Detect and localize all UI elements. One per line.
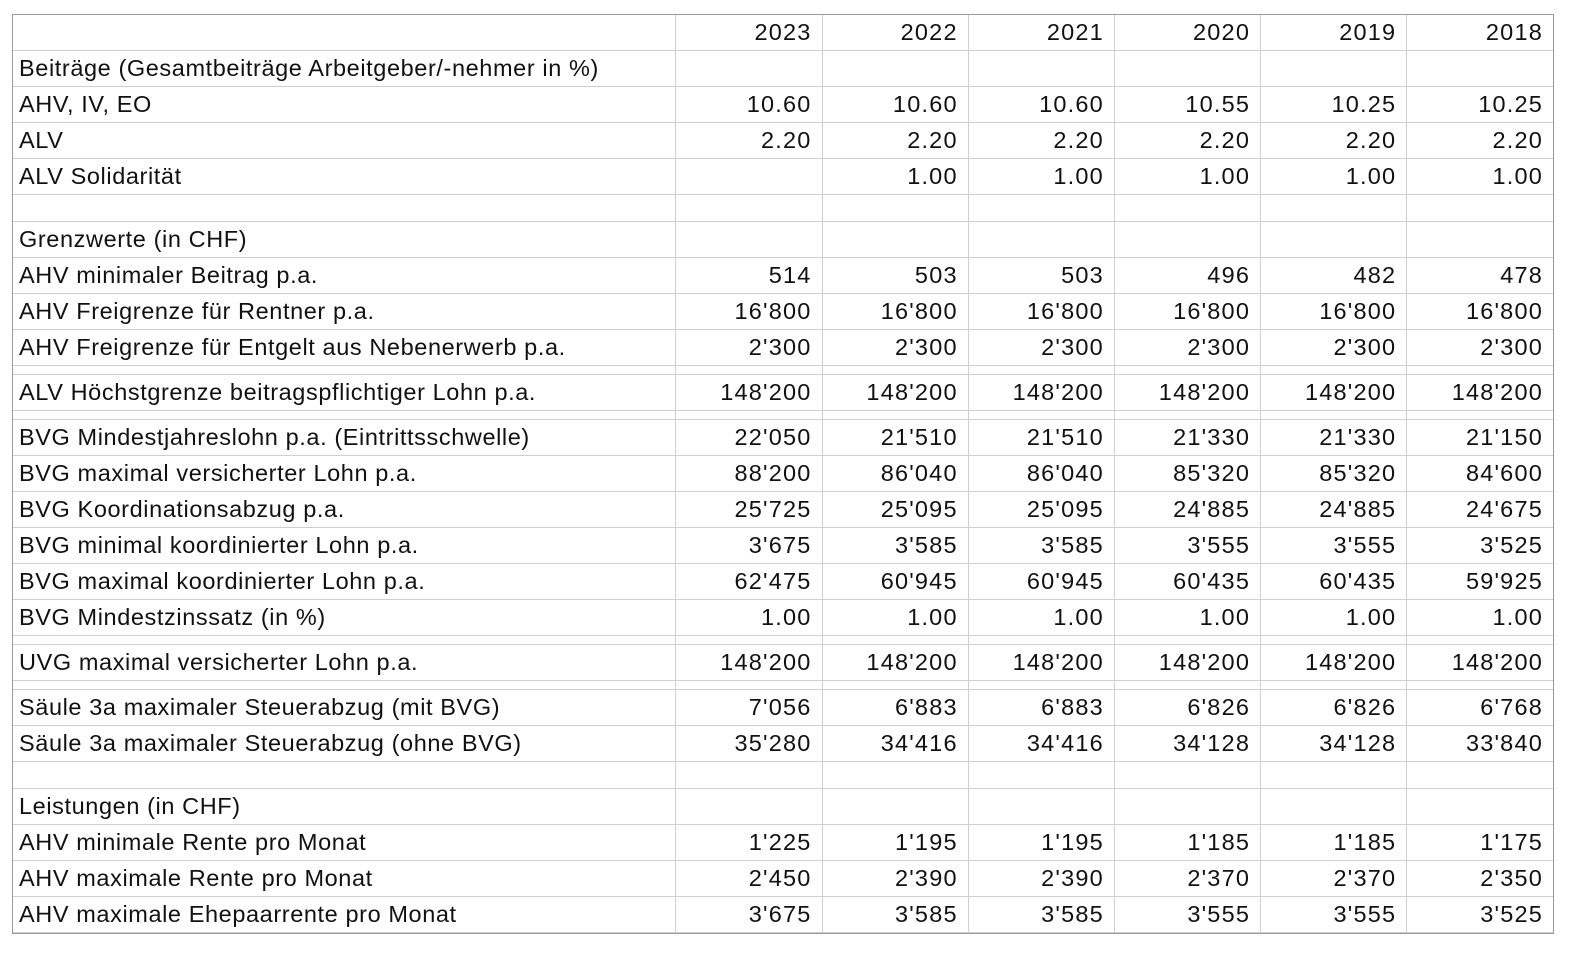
social-insurance-table (13, 15, 1553, 933)
value-cell[interactable]: 16'800 (1114, 294, 1260, 330)
value-cell[interactable]: 60'945 (968, 564, 1114, 600)
spacer-row (13, 366, 1553, 375)
value-cell[interactable]: 24'675 (1407, 492, 1553, 528)
value-cell[interactable]: 3'585 (822, 528, 968, 564)
empty-cell[interactable] (1261, 51, 1407, 87)
empty-cell[interactable] (1407, 411, 1553, 420)
empty-cell[interactable] (676, 762, 822, 789)
value-cell[interactable]: 1.00 (1114, 159, 1260, 195)
table-row (13, 690, 1553, 726)
value-cell[interactable]: 60'435 (1114, 564, 1260, 600)
value-cell[interactable]: 84'600 (1407, 456, 1553, 492)
empty-cell[interactable] (822, 222, 968, 258)
value-cell[interactable]: 25'095 (968, 492, 1114, 528)
value-cell[interactable]: 34'128 (1261, 726, 1407, 762)
value-cell[interactable]: 33'840 (1407, 726, 1553, 762)
empty-cell[interactable] (968, 222, 1114, 258)
empty-cell[interactable] (822, 762, 968, 789)
value-cell[interactable]: 10.55 (1114, 87, 1260, 123)
empty-cell[interactable] (1261, 789, 1407, 825)
value-cell[interactable]: 16'800 (968, 294, 1114, 330)
row-label-cell[interactable]: AHV maximale Ehepaarrente pro Monat (13, 897, 676, 933)
empty-cell[interactable] (1261, 762, 1407, 789)
value-cell[interactable]: 3'525 (1407, 897, 1553, 933)
value-cell[interactable]: 1'185 (1114, 825, 1260, 861)
value-cell[interactable]: 2.20 (1114, 123, 1260, 159)
empty-cell[interactable] (1261, 195, 1407, 222)
value-cell[interactable]: 10.25 (1261, 87, 1407, 123)
value-cell[interactable]: 21'330 (1114, 420, 1260, 456)
value-cell[interactable]: 34'416 (822, 726, 968, 762)
table-row (13, 825, 1553, 861)
value-cell[interactable]: 10.60 (676, 87, 822, 123)
empty-cell[interactable] (822, 636, 968, 645)
empty-cell[interactable] (1114, 222, 1260, 258)
value-cell[interactable]: 148'200 (1114, 645, 1260, 681)
value-cell[interactable]: 482 (1261, 258, 1407, 294)
value-cell[interactable]: 34'128 (1114, 726, 1260, 762)
empty-cell[interactable] (968, 51, 1114, 87)
spacer-row (13, 636, 1553, 645)
value-cell[interactable]: 3'525 (1407, 528, 1553, 564)
empty-cell[interactable] (1114, 366, 1260, 375)
value-cell[interactable]: 88'200 (676, 456, 822, 492)
value-cell[interactable]: 478 (1407, 258, 1553, 294)
row-label-cell[interactable]: UVG maximal versicherter Lohn p.a. (13, 645, 676, 681)
value-cell[interactable]: 22'050 (676, 420, 822, 456)
value-cell[interactable]: 25'095 (822, 492, 968, 528)
row-label-cell[interactable]: Säule 3a maximaler Steuerabzug (mit BVG) (13, 690, 676, 726)
value-cell[interactable]: 2'300 (676, 330, 822, 366)
value-cell[interactable]: 1.00 (1261, 159, 1407, 195)
section-header-label[interactable]: Leistungen (in CHF) (13, 789, 676, 825)
section-header-row (13, 51, 1553, 87)
value-cell[interactable]: 25'725 (676, 492, 822, 528)
value-cell[interactable]: 59'925 (1407, 564, 1553, 600)
value-cell[interactable]: 1.00 (1407, 600, 1553, 636)
row-label-cell[interactable]: AHV Freigrenze für Rentner p.a. (13, 294, 676, 330)
value-cell[interactable]: 2'390 (968, 861, 1114, 897)
value-cell[interactable]: 6'883 (968, 690, 1114, 726)
value-cell[interactable]: 6'826 (1114, 690, 1260, 726)
value-cell[interactable]: 148'200 (968, 375, 1114, 411)
value-cell[interactable]: 2'370 (1114, 861, 1260, 897)
value-cell[interactable]: 60'945 (822, 564, 968, 600)
empty-cell[interactable] (676, 636, 822, 645)
empty-cell[interactable] (1114, 195, 1260, 222)
empty-cell[interactable] (1114, 411, 1260, 420)
row-label-cell[interactable]: Säule 3a maximaler Steuerabzug (ohne BVG) (13, 726, 676, 762)
value-cell[interactable]: 1'225 (676, 825, 822, 861)
value-cell[interactable]: 2.20 (968, 123, 1114, 159)
table-row (13, 375, 1553, 411)
value-cell[interactable]: 6'883 (822, 690, 968, 726)
value-cell[interactable]: 2.20 (1261, 123, 1407, 159)
value-cell[interactable]: 1'195 (822, 825, 968, 861)
value-cell[interactable]: 148'200 (822, 375, 968, 411)
value-cell[interactable]: 21'330 (1261, 420, 1407, 456)
value-cell[interactable]: 16'800 (1407, 294, 1553, 330)
row-label-cell[interactable]: BVG maximal versicherter Lohn p.a. (13, 456, 676, 492)
empty-cell[interactable] (968, 636, 1114, 645)
value-cell[interactable]: 1.00 (1261, 600, 1407, 636)
year-header-cell[interactable]: 2023 (676, 15, 822, 51)
empty-cell[interactable] (1261, 366, 1407, 375)
value-cell[interactable]: 21'510 (822, 420, 968, 456)
value-cell[interactable]: 148'200 (1261, 645, 1407, 681)
row-label-cell[interactable]: ALV (13, 123, 676, 159)
value-cell[interactable]: 1.00 (1407, 159, 1553, 195)
table-body (13, 15, 1553, 933)
empty-cell[interactable] (676, 789, 822, 825)
empty-cell[interactable] (13, 681, 676, 690)
value-cell[interactable]: 10.60 (968, 87, 1114, 123)
empty-cell[interactable] (13, 411, 676, 420)
value-cell[interactable]: 2.20 (822, 123, 968, 159)
table-row (13, 258, 1553, 294)
empty-cell[interactable] (13, 762, 676, 789)
value-cell[interactable]: 148'200 (1114, 375, 1260, 411)
table-row (13, 528, 1553, 564)
spacer-row (13, 762, 1553, 789)
value-cell[interactable]: 1'185 (1261, 825, 1407, 861)
value-cell[interactable]: 148'200 (968, 645, 1114, 681)
row-label-cell[interactable]: AHV maximale Rente pro Monat (13, 861, 676, 897)
value-cell[interactable]: 21'510 (968, 420, 1114, 456)
empty-cell[interactable] (13, 195, 676, 222)
empty-cell[interactable] (1114, 789, 1260, 825)
value-cell[interactable]: 1.00 (968, 600, 1114, 636)
value-cell[interactable]: 10.60 (822, 87, 968, 123)
empty-cell[interactable] (968, 762, 1114, 789)
empty-cell[interactable] (968, 366, 1114, 375)
value-cell[interactable]: 3'555 (1114, 528, 1260, 564)
table-row (13, 564, 1553, 600)
row-label-cell[interactable]: AHV minimale Rente pro Monat (13, 825, 676, 861)
empty-cell[interactable] (968, 789, 1114, 825)
spacer-row (13, 195, 1553, 222)
empty-cell[interactable] (1407, 636, 1553, 645)
empty-cell[interactable] (1407, 762, 1553, 789)
section-header-row (13, 222, 1553, 258)
empty-cell[interactable] (1261, 636, 1407, 645)
value-cell[interactable]: 3'675 (676, 897, 822, 933)
table-row (13, 897, 1553, 933)
empty-cell[interactable] (1407, 681, 1553, 690)
year-header-cell[interactable]: 2020 (1114, 15, 1260, 51)
value-cell[interactable]: 1'195 (968, 825, 1114, 861)
row-label-cell[interactable]: ALV Solidarität (13, 159, 676, 195)
table-row (13, 330, 1553, 366)
table-row (13, 294, 1553, 330)
empty-cell[interactable] (1261, 681, 1407, 690)
value-cell[interactable]: 496 (1114, 258, 1260, 294)
row-label-cell[interactable]: BVG Mindestjahreslohn p.a. (Eintrittsschwelle) (13, 420, 676, 456)
year-header-cell[interactable]: 2021 (968, 15, 1114, 51)
value-cell[interactable]: 16'800 (1261, 294, 1407, 330)
value-cell[interactable]: 1.00 (676, 600, 822, 636)
table-row (13, 600, 1553, 636)
value-cell[interactable]: 2'350 (1407, 861, 1553, 897)
value-cell[interactable]: 2.20 (676, 123, 822, 159)
empty-cell[interactable] (1407, 51, 1553, 87)
empty-cell[interactable] (676, 366, 822, 375)
value-cell[interactable]: 2'300 (822, 330, 968, 366)
table-row (13, 420, 1553, 456)
row-label-cell[interactable]: ALV Höchstgrenze beitragspflichtiger Lohn p.a. (13, 375, 676, 411)
table-row (13, 87, 1553, 123)
value-cell[interactable]: 148'200 (1407, 645, 1553, 681)
value-cell[interactable]: 148'200 (676, 645, 822, 681)
empty-cell[interactable] (822, 195, 968, 222)
year-header-cell[interactable]: 2018 (1407, 15, 1553, 51)
empty-cell[interactable] (822, 51, 968, 87)
value-cell[interactable]: 86'040 (968, 456, 1114, 492)
value-cell[interactable]: 1.00 (1114, 600, 1260, 636)
value-cell[interactable]: 60'435 (1261, 564, 1407, 600)
empty-cell[interactable] (1407, 789, 1553, 825)
row-label-cell[interactable]: AHV, IV, EO (13, 87, 676, 123)
spacer-row (13, 681, 1553, 690)
value-cell[interactable]: 3'675 (676, 528, 822, 564)
value-cell[interactable]: 6'826 (1261, 690, 1407, 726)
empty-cell[interactable] (1114, 636, 1260, 645)
value-cell[interactable]: 10.25 (1407, 87, 1553, 123)
empty-cell[interactable] (13, 366, 676, 375)
value-cell[interactable]: 85'320 (1261, 456, 1407, 492)
value-cell[interactable]: 1.00 (968, 159, 1114, 195)
value-cell[interactable]: 21'150 (1407, 420, 1553, 456)
table-row (13, 645, 1553, 681)
header-label-cell[interactable] (13, 15, 676, 51)
value-cell[interactable]: 2'300 (1407, 330, 1553, 366)
value-cell[interactable]: 24'885 (1114, 492, 1260, 528)
value-cell[interactable]: 16'800 (676, 294, 822, 330)
empty-cell[interactable] (1261, 411, 1407, 420)
row-label-cell[interactable]: BVG maximal koordinierter Lohn p.a. (13, 564, 676, 600)
value-cell[interactable]: 3'585 (968, 897, 1114, 933)
empty-cell[interactable] (822, 411, 968, 420)
table-row (13, 123, 1553, 159)
empty-cell[interactable] (676, 51, 822, 87)
row-label-cell[interactable]: BVG Koordinationsabzug p.a. (13, 492, 676, 528)
table-row (13, 456, 1553, 492)
value-cell[interactable]: 3'585 (968, 528, 1114, 564)
value-cell[interactable]: 35'280 (676, 726, 822, 762)
value-cell[interactable]: 85'320 (1114, 456, 1260, 492)
empty-cell[interactable] (1114, 681, 1260, 690)
value-cell[interactable]: 2'300 (968, 330, 1114, 366)
value-cell[interactable]: 3'585 (822, 897, 968, 933)
empty-cell[interactable] (968, 681, 1114, 690)
spacer-row (13, 411, 1553, 420)
value-cell[interactable] (676, 159, 822, 195)
value-cell[interactable]: 514 (676, 258, 822, 294)
empty-cell[interactable] (968, 411, 1114, 420)
row-label-cell[interactable]: BVG Mindestzinssatz (in %) (13, 600, 676, 636)
value-cell[interactable]: 148'200 (1407, 375, 1553, 411)
value-cell[interactable]: 7'056 (676, 690, 822, 726)
value-cell[interactable]: 503 (968, 258, 1114, 294)
value-cell[interactable]: 148'200 (822, 645, 968, 681)
section-header-row (13, 789, 1553, 825)
section-header-label[interactable]: Grenzwerte (in CHF) (13, 222, 676, 258)
value-cell[interactable]: 148'200 (1261, 375, 1407, 411)
year-header-cell[interactable]: 2019 (1261, 15, 1407, 51)
value-cell[interactable]: 3'555 (1261, 897, 1407, 933)
table-row (13, 726, 1553, 762)
value-cell[interactable]: 503 (822, 258, 968, 294)
value-cell[interactable]: 24'885 (1261, 492, 1407, 528)
value-cell[interactable]: 2'300 (1114, 330, 1260, 366)
empty-cell[interactable] (13, 636, 676, 645)
empty-cell[interactable] (822, 789, 968, 825)
row-label-cell[interactable]: AHV Freigrenze für Entgelt aus Nebenerwerb p.a. (13, 330, 676, 366)
table-row (13, 492, 1553, 528)
value-cell[interactable]: 2'300 (1261, 330, 1407, 366)
value-cell[interactable]: 3'555 (1261, 528, 1407, 564)
section-header-label[interactable]: Beiträge (Gesamtbeiträge Arbeitgeber/-nehmer in %) (13, 51, 676, 87)
value-cell[interactable]: 2'390 (822, 861, 968, 897)
empty-cell[interactable] (1261, 222, 1407, 258)
value-cell[interactable]: 16'800 (822, 294, 968, 330)
empty-cell[interactable] (676, 411, 822, 420)
value-cell[interactable]: 148'200 (676, 375, 822, 411)
empty-cell[interactable] (1407, 222, 1553, 258)
empty-cell[interactable] (1114, 762, 1260, 789)
year-header-row (13, 15, 1553, 51)
table-row (13, 861, 1553, 897)
value-cell[interactable]: 2'370 (1261, 861, 1407, 897)
empty-cell[interactable] (676, 195, 822, 222)
row-label-cell[interactable]: AHV minimaler Beitrag p.a. (13, 258, 676, 294)
value-cell[interactable]: 1.00 (822, 159, 968, 195)
spreadsheet-sheet (12, 14, 1554, 934)
empty-cell[interactable] (1407, 195, 1553, 222)
row-label-cell[interactable]: BVG minimal koordinierter Lohn p.a. (13, 528, 676, 564)
value-cell[interactable]: 1.00 (822, 600, 968, 636)
empty-cell[interactable] (676, 222, 822, 258)
value-cell[interactable]: 2'450 (676, 861, 822, 897)
value-cell[interactable]: 62'475 (676, 564, 822, 600)
table-row (13, 159, 1553, 195)
value-cell[interactable]: 6'768 (1407, 690, 1553, 726)
empty-cell[interactable] (822, 681, 968, 690)
empty-cell[interactable] (1407, 366, 1553, 375)
year-header-cell[interactable]: 2022 (822, 15, 968, 51)
empty-cell[interactable] (968, 195, 1114, 222)
value-cell[interactable]: 86'040 (822, 456, 968, 492)
empty-cell[interactable] (1114, 51, 1260, 87)
value-cell[interactable]: 3'555 (1114, 897, 1260, 933)
value-cell[interactable]: 34'416 (968, 726, 1114, 762)
value-cell[interactable]: 2.20 (1407, 123, 1553, 159)
empty-cell[interactable] (676, 681, 822, 690)
empty-cell[interactable] (822, 366, 968, 375)
value-cell[interactable]: 1'175 (1407, 825, 1553, 861)
